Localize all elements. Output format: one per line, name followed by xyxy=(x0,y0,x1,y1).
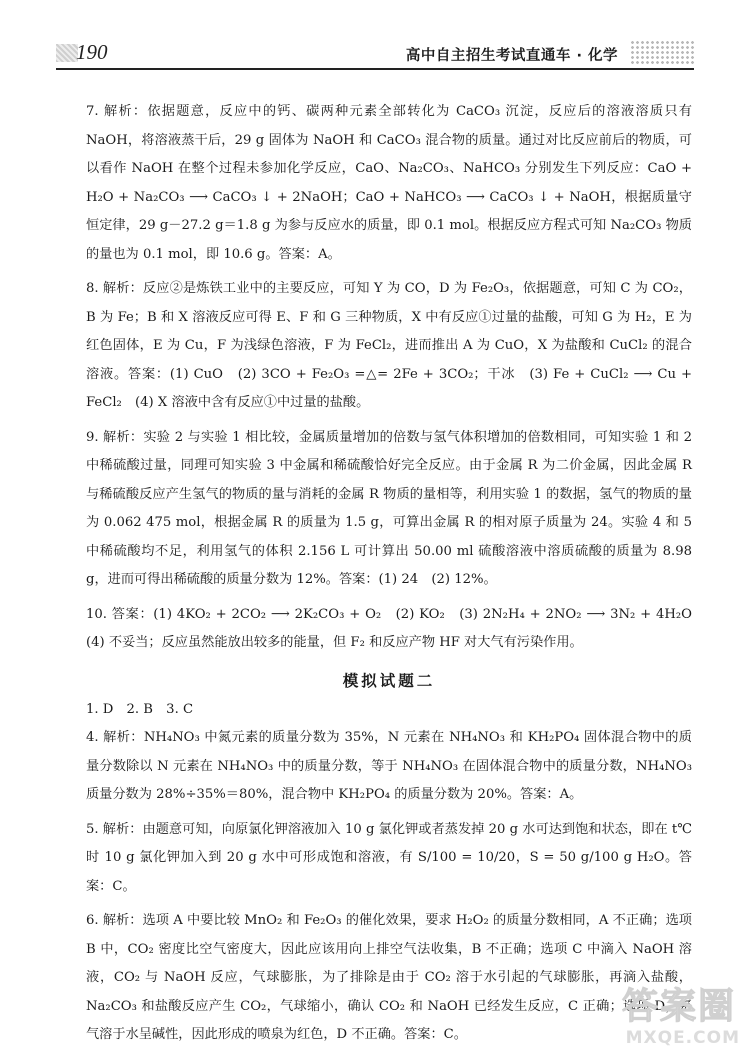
solution-6: 6. 解析：选项 A 中要比较 MnO₂ 和 Fe₂O₃ 的催化效果，要求 H₂O₂ 的质量分数相同，A 不正确；选项 B 中，CO₂ 密度比空气密度大，因此应该用向上排空气法收集，B 不正确；选项 C 中滴入 NaOH 溶液，CO₂ 与 NaOH 反应，气球膨胀，为了排除是由于 CO₂ 溶于水引起的气球膨胀，再滴入盐酸，Na₂CO₃ 和盐酸反应产生 CO₂，气球缩小，确认 CO₂ 和 NaOH 已经发生反应，C 正确；选项 D，氨气溶于水呈碱性，因此形成的喷泉为红色，D 不正确。答案：C。 xyxy=(86,913,692,1042)
watermark-logo xyxy=(594,978,744,1048)
solution-7: 7. 解析：依据题意，反应中的钙、碳两种元素全部转化为 CaCO₃ 沉淀，反应后的溶液溶质只有 NaOH，将溶液蒸干后，29 g 固体为 NaOH 和 CaCO₃ 混合物的质量。通过对比反应前后的物质，可以看作 NaOH 在整个过程未参加化学反应，CaO、Na₂CO₃、NaHCO₃ 分别发生下列反应：CaO + H₂O + Na₂CO₃ ⟶ CaCO₃ ↓ + 2NaOH；CaO + NaHCO₃ ⟶ CaCO₃ ↓ + NaOH，根据质量守恒定律，29 g－27.2 g＝1.8 g 为参与反应水的质量，即 0.1 mol。根据反应方程式可知 Na₂CO₃ 物质的量也为 0.1 mol，即 10.6 g。答案：A。 xyxy=(86,104,692,262)
solution-8: 8. 解析：反应②是炼铁工业中的主要反应，可知 Y 为 CO，D 为 Fe₂O₃，依据题意，可知 C 为 CO₂，B 为 Fe；B 和 X 溶液反应可得 E、F 和 G 三种物质，X 中有反应①过量的盐酸，可知 G 为 H₂，E 为红色固体，E 为 Cu，F 为浅绿色溶液，F 为 FeCl₂，进而推出 A 为 CuO，X 为盐酸和 CuCl₂ 的混合溶液。答案：(1) CuO (2) 3CO + Fe₂O₃ =△= 2Fe + 3CO₂；干冰 (3) Fe + CuCl₂ ⟶ Cu + FeCl₂ (4) X 溶液中含有反应①中过量的盐酸。 xyxy=(86,281,692,410)
solution-5: 5. 解析：由题意可知，向原氯化钾溶液加入 10 g 氯化钾或者蒸发掉 20 g 水可达到饱和状态，即在 t℃ 时 10 g 氯化钾加入到 20 g 水中可形成饱和溶液，有 S/100 = 10/20，S = 50 g/100 g H₂O。答案：C。 xyxy=(86,821,692,894)
page-content xyxy=(86,98,706,1050)
section-title: 模拟试题二 xyxy=(342,671,436,690)
page-header xyxy=(56,38,694,70)
answers-1-3: 1. D 2. B 3. C xyxy=(86,701,194,717)
solution-10: 10. 答案：(1) 4KO₂ + 2CO₂ ⟶ 2K₂CO₃ + O₂ (2) KO₂ (3) 2N₂H₄ + 2NO₂ ⟶ 3N₂ + 4H₂O (4) 不妥当；反应虽然能放出较多的能量，但 F₂ 和反应产物 HF 对大气有污染作用。 xyxy=(86,606,706,650)
header-dot-pattern xyxy=(630,40,694,66)
page-number: 190 xyxy=(76,40,108,64)
watermark-top-text: 答案圈 xyxy=(621,986,736,1027)
page-number-decoration xyxy=(56,44,78,62)
book-title: 高中自主招生考试直通车 · 化学 xyxy=(405,48,618,64)
solution-9: 9. 解析：实验 2 与实验 1 相比较，金属质量增加的倍数与氢气体积增加的倍数相同，可知实验 1 和 2 中稀硫酸过量，同理可知实验 3 中金属和稀硫酸恰好完全反应。由于金属 R 为二价金属，因此金属 R 与稀硫酸反应产生氢气的物质的量与消耗的金属 R 物质的量相等，利用实验 1 的数据，氢气的物质的量为 0.062 475 mol，根据金属 R 的质量为 1.5 g，可算出金属 R 的相对原子质量为 24。实验 4 和 5 中稀硫酸均不足，利用氢气的体积 2.156 L 可计算出 50.00 ml 硫酸溶液中溶质硫酸的质量为 8.98 g，进而可得出稀硫酸的质量分数为 12%。答案：(1) 24 (2) 12%。 xyxy=(86,429,692,587)
watermark-url: MXQE.COM xyxy=(625,1028,740,1048)
solution-4: 4. 解析：NH₄NO₃ 中氮元素的质量分数为 35%，N 元素在 NH₄NO₃ 和 KH₂PO₄ 固体混合物中的质量分数除以 N 元素在 NH₄NO₃ 中的质量分数，等于 NH₄NO₃ 在固体混合物中的质量分数，NH₄NO₃ 质量分数为 28%÷35%＝80%，混合物中 KH₂PO₄ 的质量分数为 20%。答案：A。 xyxy=(86,730,692,802)
